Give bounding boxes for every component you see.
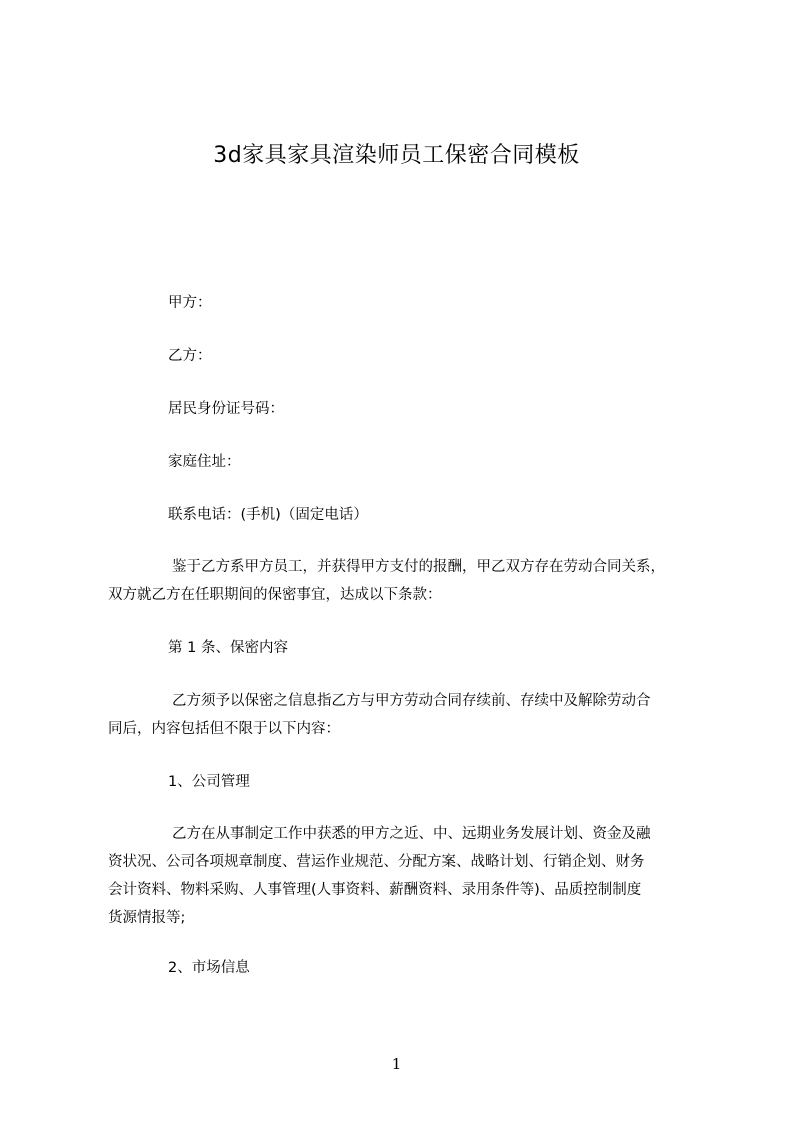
item-1-line-3: 会计资料、物料采购、人事管理(人事资料、薪酬资料、录用条件等)、品质控制制度 xyxy=(108,882,642,898)
item-1-line-1: 乙方在从事制定工作中获悉的甲方之近、中、远期业务发展计划、资金及融 xyxy=(172,826,651,842)
preamble-line-1: 鉴于乙方系甲方员工，并获得甲方支付的报酬，甲乙双方存在劳动合同关系， xyxy=(172,559,665,575)
party-b-field: 乙方： xyxy=(168,348,212,364)
item-1-paragraph xyxy=(108,820,706,932)
preamble-paragraph xyxy=(108,553,706,609)
party-a-field: 甲方： xyxy=(168,295,212,311)
item-2-heading: 2、市场信息 xyxy=(168,960,250,976)
document-title: 3d家具家具渲染师员工保密合同模板 xyxy=(213,143,580,168)
page-number: 1 xyxy=(391,1055,402,1073)
item-1-line-2: 资状况、公司各项规章制度、营运作业规范、分配方案、战略计划、行销企划、财务 xyxy=(108,854,645,870)
article-1-heading: 第 1 条、保密内容 xyxy=(168,640,288,656)
home-address-field: 家庭住址： xyxy=(168,454,241,470)
item-1-line-4: 货源情报等; xyxy=(108,910,186,926)
id-number-field: 居民身份证号码： xyxy=(168,401,284,417)
preamble-line-2: 双方就乙方在任职期间的保密事宜，达成以下条款： xyxy=(108,587,442,603)
phone-field: 联系电话：(手机)（固定电话） xyxy=(168,507,368,523)
article-1-intro xyxy=(108,687,706,743)
article-1-intro-line-2: 同后，内容包括但不限于以下内容： xyxy=(108,721,340,737)
item-1-heading: 1、公司管理 xyxy=(168,774,250,790)
article-1-intro-line-1: 乙方须予以保密之信息指乙方与甲方劳动合同存续前、存续中及解除劳动合 xyxy=(172,693,651,709)
